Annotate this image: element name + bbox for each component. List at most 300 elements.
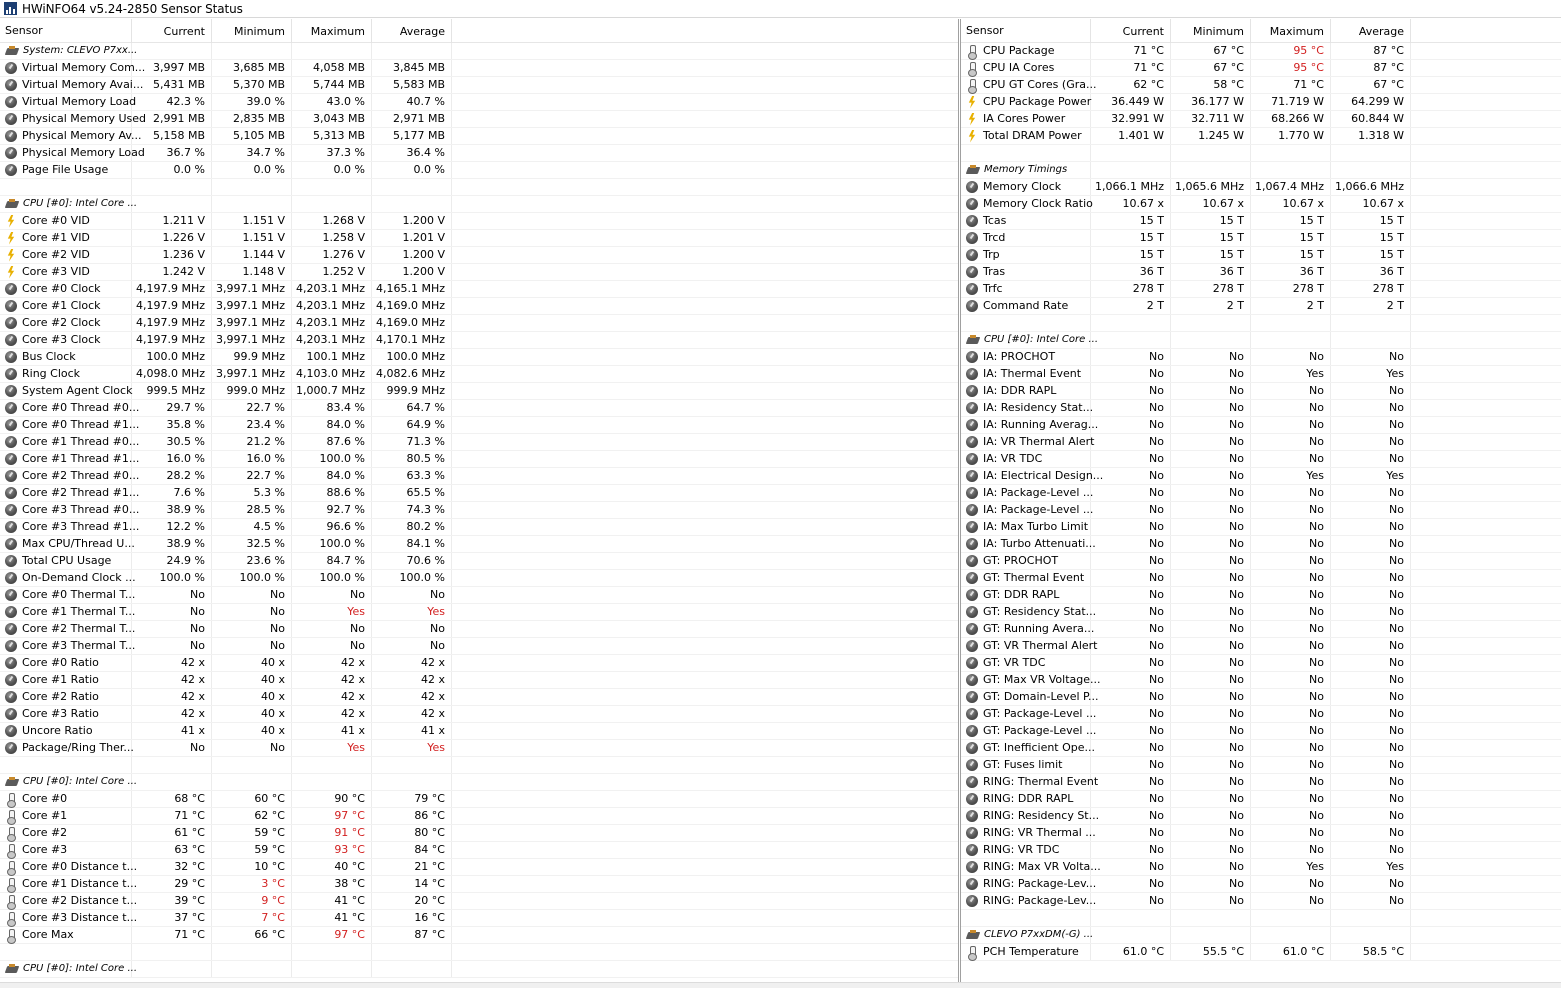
- value-cell-maximum: [1251, 145, 1331, 161]
- value-cell-maximum: No: [1251, 842, 1331, 858]
- value-cell-average: No: [1331, 672, 1411, 688]
- value-cell-minimum: 99.9 MHz: [212, 349, 292, 365]
- gauge-icon: [966, 181, 978, 193]
- value-cell-average: 67 °C: [1331, 77, 1411, 93]
- sensor-row[interactable]: [0, 689, 958, 706]
- gauge-icon: [966, 368, 978, 380]
- gauge-icon: [5, 640, 17, 652]
- column-header-average[interactable]: Average: [372, 19, 452, 43]
- sensor-row[interactable]: [0, 893, 958, 910]
- value-cell-minimum: 40 x: [212, 672, 292, 688]
- value-cell-average: No: [372, 621, 452, 637]
- sensor-row[interactable]: [961, 553, 1561, 570]
- gauge-icon: [966, 861, 978, 873]
- column-header-average[interactable]: Average: [1331, 19, 1411, 43]
- sensor-name-cell: [0, 298, 132, 314]
- sensor-row[interactable]: [961, 604, 1561, 621]
- value-cell-average: 1.200 V: [372, 247, 452, 263]
- value-cell-maximum: No: [1251, 655, 1331, 671]
- value-cell-average: 21 °C: [372, 859, 452, 875]
- sensor-row[interactable]: [961, 655, 1561, 672]
- value-cell-minimum: 1.245 W: [1171, 128, 1251, 144]
- value-cell-average: 10.67 x: [1331, 196, 1411, 212]
- value-cell-maximum: 41 °C: [292, 910, 372, 926]
- value-cell-minimum: 39.0 %: [212, 94, 292, 110]
- sensor-group-header[interactable]: [0, 774, 958, 791]
- sensor-row[interactable]: [0, 570, 958, 587]
- sensor-row[interactable]: [961, 723, 1561, 740]
- value-cell-maximum: 41 x: [292, 723, 372, 739]
- sensor-row[interactable]: [961, 111, 1561, 128]
- value-cell-average: 65.5 %: [372, 485, 452, 501]
- gauge-icon: [5, 725, 17, 737]
- value-cell-minimum: 16.0 %: [212, 451, 292, 467]
- value-cell-maximum: 84.7 %: [292, 553, 372, 569]
- sensor-row[interactable]: [0, 519, 958, 536]
- value-cell-average: No: [1331, 587, 1411, 603]
- sensor-row[interactable]: [0, 808, 958, 825]
- sensor-row[interactable]: [0, 740, 958, 757]
- sensor-name-cell: [0, 400, 140, 416]
- sensor-row[interactable]: [0, 604, 958, 621]
- sensor-name-cell: [0, 264, 132, 280]
- value-cell-current: 63 °C: [132, 842, 212, 858]
- sensor-row[interactable]: [961, 400, 1561, 417]
- sensor-group-header[interactable]: [0, 196, 958, 213]
- sensor-row[interactable]: [0, 553, 958, 570]
- sensor-group-header[interactable]: [961, 332, 1561, 349]
- sensor-name-cell: [961, 162, 1091, 178]
- sensor-row[interactable]: [0, 672, 958, 689]
- sensor-row[interactable]: [961, 213, 1561, 230]
- sensor-row[interactable]: [961, 60, 1561, 77]
- sensor-row[interactable]: [0, 723, 958, 740]
- value-cell-average: No: [1331, 383, 1411, 399]
- sensor-row[interactable]: [961, 264, 1561, 281]
- sensor-name-cell: [961, 383, 1091, 399]
- sensor-row[interactable]: [961, 230, 1561, 247]
- sensor-row[interactable]: [0, 213, 958, 230]
- gauge-icon: [966, 708, 978, 720]
- sensor-name-cell: [0, 740, 132, 756]
- value-cell-minimum: No: [1171, 621, 1251, 637]
- value-cell-average: 4,082.6 MHz: [372, 366, 452, 382]
- sensor-row[interactable]: [0, 706, 958, 723]
- value-cell-average: Yes: [372, 604, 452, 620]
- sensor-name-cell: [961, 502, 1094, 518]
- sensor-row[interactable]: [0, 366, 958, 383]
- sensor-row[interactable]: [961, 740, 1561, 757]
- gauge-icon: [5, 674, 17, 686]
- value-cell-maximum: No: [1251, 757, 1331, 773]
- sensor-row[interactable]: [961, 298, 1561, 315]
- value-cell-minimum: 0.0 %: [212, 162, 292, 178]
- sensor-row[interactable]: [0, 281, 958, 298]
- sensor-label: Core #3 VID: [22, 265, 90, 278]
- sensor-row[interactable]: [961, 587, 1561, 604]
- sensor-row[interactable]: [961, 196, 1561, 213]
- sensor-label: Memory Clock Ratio: [983, 197, 1093, 210]
- value-cell-minimum: [212, 944, 292, 960]
- sensor-row[interactable]: [0, 655, 958, 672]
- value-cell-maximum: 71.719 W: [1251, 94, 1331, 110]
- sensor-row[interactable]: [961, 842, 1561, 859]
- value-cell-current: No: [1091, 808, 1171, 824]
- gauge-icon: [966, 606, 978, 618]
- sensor-row[interactable]: [961, 281, 1561, 298]
- chip-icon: [5, 776, 19, 788]
- sensor-row[interactable]: [961, 706, 1561, 723]
- sensor-name-cell: [961, 179, 1091, 195]
- sensor-label: Core #1 Thread #0...: [22, 435, 140, 448]
- gauge-icon: [5, 147, 17, 159]
- sensor-group-header[interactable]: [0, 961, 958, 978]
- value-cell-current: 16.0 %: [132, 451, 212, 467]
- sensor-group-header[interactable]: [961, 927, 1561, 944]
- value-cell-average: No: [1331, 842, 1411, 858]
- sensor-row[interactable]: [961, 366, 1561, 383]
- sensor-row[interactable]: [0, 383, 958, 400]
- value-cell-maximum: [1251, 332, 1331, 348]
- sensor-row[interactable]: [0, 417, 958, 434]
- value-cell-maximum: No: [1251, 672, 1331, 688]
- value-cell-maximum: 87.6 %: [292, 434, 372, 450]
- value-cell-minimum: 3,997.1 MHz: [212, 332, 292, 348]
- value-cell-average: [372, 179, 452, 195]
- sensor-name-cell: [0, 315, 132, 331]
- sensor-row[interactable]: [961, 689, 1561, 706]
- sensor-row[interactable]: [961, 502, 1561, 519]
- gauge-icon: [5, 572, 17, 584]
- sensor-row[interactable]: [961, 383, 1561, 400]
- sensor-row[interactable]: [0, 94, 958, 111]
- value-cell-minimum: No: [1171, 791, 1251, 807]
- value-cell-maximum: No: [1251, 706, 1331, 722]
- gauge-icon: [966, 402, 978, 414]
- value-cell-maximum: [1251, 162, 1331, 178]
- column-header-current[interactable]: Current: [1091, 19, 1171, 43]
- sensor-label: CPU Package: [983, 44, 1055, 57]
- bolt-icon: [5, 266, 17, 279]
- sensor-row[interactable]: [0, 111, 958, 128]
- value-cell-minimum: No: [1171, 417, 1251, 433]
- sensor-row[interactable]: [961, 876, 1561, 893]
- value-cell-maximum: 41 °C: [292, 893, 372, 909]
- sensor-name-cell: [0, 791, 132, 807]
- sensor-label: Core #0 Clock: [22, 282, 101, 295]
- sensor-row[interactable]: [0, 60, 958, 77]
- sensor-label: Page File Usage: [22, 163, 109, 176]
- sensor-name-cell: [961, 94, 1091, 110]
- value-cell-maximum: No: [1251, 536, 1331, 552]
- value-cell-minimum: 23.6 %: [212, 553, 292, 569]
- value-cell-current: 4,098.0 MHz: [132, 366, 212, 382]
- value-cell-maximum: Yes: [292, 604, 372, 620]
- sensor-table-right[interactable]: [961, 19, 1561, 982]
- sensor-row[interactable]: [961, 417, 1561, 434]
- value-cell-maximum: 15 T: [1251, 213, 1331, 229]
- value-cell-maximum: 84.0 %: [292, 417, 372, 433]
- sensor-row[interactable]: [961, 791, 1561, 808]
- value-cell-maximum: No: [1251, 876, 1331, 892]
- sensor-row[interactable]: [961, 94, 1561, 111]
- value-cell-current: No: [1091, 672, 1171, 688]
- value-cell-minimum: No: [1171, 434, 1251, 450]
- sensor-name-cell: [961, 451, 1091, 467]
- value-cell-current: [132, 774, 212, 790]
- sensor-row[interactable]: [0, 876, 958, 893]
- value-cell-maximum: Yes: [1251, 468, 1331, 484]
- value-cell-current: No: [1091, 774, 1171, 790]
- sensor-label: RING: Thermal Event: [983, 775, 1099, 788]
- value-cell-current: No: [1091, 893, 1171, 909]
- value-cell-maximum: 1.770 W: [1251, 128, 1331, 144]
- sensor-row[interactable]: [961, 944, 1561, 961]
- column-header-current[interactable]: Current: [132, 19, 212, 43]
- sensor-row[interactable]: [0, 502, 958, 519]
- column-header-maximum[interactable]: Maximum: [292, 19, 372, 43]
- sensor-row[interactable]: [961, 519, 1561, 536]
- thermometer-icon: [5, 929, 17, 942]
- sensor-row[interactable]: [961, 468, 1561, 485]
- sensor-row[interactable]: [0, 162, 958, 179]
- sensor-label: GT: Max VR Voltage...: [983, 673, 1101, 686]
- gauge-icon: [5, 657, 17, 669]
- value-cell-minimum: No: [1171, 740, 1251, 756]
- value-cell-current: 100.0 %: [132, 570, 212, 586]
- column-header-minimum[interactable]: Minimum: [1171, 19, 1251, 43]
- value-cell-maximum: 1.252 V: [292, 264, 372, 280]
- sensor-row[interactable]: [961, 434, 1561, 451]
- value-cell-maximum: 92.7 %: [292, 502, 372, 518]
- value-cell-average: 3,845 MB: [372, 60, 452, 76]
- sensor-label: CLEVO P7xxDM(-G) ...: [984, 929, 1094, 940]
- sensor-row[interactable]: [0, 315, 958, 332]
- sensor-name-cell: [0, 213, 132, 229]
- sensor-name-cell: [0, 230, 132, 246]
- sensor-row[interactable]: [961, 77, 1561, 94]
- value-cell-maximum: No: [292, 638, 372, 654]
- sensor-label: IA: Residency Stat...: [983, 401, 1094, 414]
- column-header-maximum[interactable]: Maximum: [1251, 19, 1331, 43]
- sensor-label: IA: Thermal Event: [983, 367, 1082, 380]
- sensor-row[interactable]: [961, 451, 1561, 468]
- sensor-row[interactable]: [0, 247, 958, 264]
- blank-row: [0, 179, 958, 196]
- value-cell-maximum: [292, 757, 372, 773]
- value-cell-minimum: 1.144 V: [212, 247, 292, 263]
- sensor-name-cell: [0, 60, 146, 76]
- value-cell-minimum: No: [212, 638, 292, 654]
- value-cell-maximum: 1.276 V: [292, 247, 372, 263]
- sensor-label: GT: Running Avera...: [983, 622, 1095, 635]
- bolt-icon: [966, 130, 978, 143]
- sensor-row[interactable]: [0, 264, 958, 281]
- sensor-group-header[interactable]: [0, 43, 958, 60]
- value-cell-minimum: No: [1171, 502, 1251, 518]
- value-cell-maximum: Yes: [292, 740, 372, 756]
- value-cell-current: No: [1091, 842, 1171, 858]
- value-cell-maximum: [1251, 910, 1331, 926]
- value-cell-maximum: No: [1251, 621, 1331, 637]
- value-cell-average: [1331, 927, 1411, 943]
- value-cell-maximum: 100.0 %: [292, 570, 372, 586]
- value-cell-maximum: 4,203.1 MHz: [292, 298, 372, 314]
- value-cell-maximum: 88.6 %: [292, 485, 372, 501]
- sensor-label: Ring Clock: [22, 367, 81, 380]
- sensor-group-header[interactable]: [961, 162, 1561, 179]
- sensor-row[interactable]: [0, 128, 958, 145]
- sensor-label: CPU [#0]: Intel Core ...: [23, 198, 137, 209]
- sensor-row[interactable]: [0, 230, 958, 247]
- value-cell-minimum: 55.5 °C: [1171, 944, 1251, 960]
- sensor-name-cell: [0, 196, 137, 212]
- sensor-label: Core #3 Clock: [22, 333, 101, 346]
- sensor-row[interactable]: [961, 774, 1561, 791]
- sensor-label: GT: VR TDC: [983, 656, 1046, 669]
- sensor-row[interactable]: [0, 468, 958, 485]
- sensor-row[interactable]: [0, 927, 958, 944]
- value-cell-average: No: [1331, 723, 1411, 739]
- sensor-label: Physical Memory Used: [22, 112, 147, 125]
- sensor-row[interactable]: [961, 672, 1561, 689]
- value-cell-minimum: 23.4 %: [212, 417, 292, 433]
- value-cell-maximum: 61.0 °C: [1251, 944, 1331, 960]
- value-cell-minimum: 28.5 %: [212, 502, 292, 518]
- sensor-label: Core Max: [22, 928, 74, 941]
- sensor-row[interactable]: [0, 791, 958, 808]
- value-cell-maximum: [1251, 315, 1331, 331]
- column-header-sensor[interactable]: Sensor: [0, 19, 132, 43]
- sensor-name-cell: [0, 621, 136, 637]
- gauge-icon: [5, 521, 17, 533]
- sensor-row[interactable]: [0, 77, 958, 94]
- sensor-row[interactable]: [0, 587, 958, 604]
- value-cell-current: 39 °C: [132, 893, 212, 909]
- value-cell-maximum: 0.0 %: [292, 162, 372, 178]
- value-cell-average: No: [1331, 519, 1411, 535]
- column-header-minimum[interactable]: Minimum: [212, 19, 292, 43]
- sensor-label: Core #3 Thread #0...: [22, 503, 140, 516]
- value-cell-maximum: 42 x: [292, 672, 372, 688]
- sensor-row[interactable]: [961, 859, 1561, 876]
- sensor-row[interactable]: [0, 145, 958, 162]
- value-cell-maximum: 37.3 %: [292, 145, 372, 161]
- value-cell-minimum: No: [1171, 570, 1251, 586]
- sensor-row[interactable]: [961, 43, 1561, 60]
- sensor-label: RING: Package-Lev...: [983, 877, 1097, 890]
- value-cell-average: No: [1331, 570, 1411, 586]
- sensor-row[interactable]: [961, 893, 1561, 910]
- sensor-row[interactable]: [961, 485, 1561, 502]
- sensor-row[interactable]: [961, 621, 1561, 638]
- value-cell-maximum: 97 °C: [292, 808, 372, 824]
- sensor-row[interactable]: [0, 451, 958, 468]
- sensor-table-left[interactable]: [0, 19, 958, 982]
- chip-icon: [5, 963, 19, 975]
- value-cell-current: 2 T: [1091, 298, 1171, 314]
- value-cell-minimum: No: [1171, 536, 1251, 552]
- gauge-icon: [966, 623, 978, 635]
- sensor-name-cell: [961, 60, 1091, 76]
- sensor-row[interactable]: [0, 434, 958, 451]
- value-cell-current: No: [1091, 706, 1171, 722]
- sensor-name-cell: [961, 774, 1099, 790]
- sensor-row[interactable]: [0, 621, 958, 638]
- sensor-label: Core #1 Clock: [22, 299, 101, 312]
- value-cell-minimum: 59 °C: [212, 825, 292, 841]
- gauge-icon: [966, 351, 978, 363]
- sensor-row[interactable]: [961, 179, 1561, 196]
- sensor-name-cell: [0, 655, 132, 671]
- value-cell-average: 86 °C: [372, 808, 452, 824]
- sensor-label: Core #3: [22, 843, 68, 856]
- value-cell-average: 87 °C: [372, 927, 452, 943]
- sensor-row[interactable]: [0, 536, 958, 553]
- sensor-row[interactable]: [961, 757, 1561, 774]
- sensor-row[interactable]: [961, 247, 1561, 264]
- sensor-label: GT: Inefficient Ope...: [983, 741, 1096, 754]
- sensor-name-cell: [961, 298, 1091, 314]
- value-cell-minimum: No: [1171, 587, 1251, 603]
- sensor-row[interactable]: [0, 825, 958, 842]
- sensor-row[interactable]: [961, 638, 1561, 655]
- sensor-row[interactable]: [0, 400, 958, 417]
- sensor-name-cell: [0, 417, 140, 433]
- sensor-row[interactable]: [0, 910, 958, 927]
- sensor-name-cell: [0, 570, 136, 586]
- value-cell-average: Yes: [1331, 859, 1411, 875]
- sensor-name-cell: [0, 723, 132, 739]
- sensor-row[interactable]: [0, 638, 958, 655]
- value-cell-average: No: [1331, 876, 1411, 892]
- sensor-row[interactable]: [0, 332, 958, 349]
- sensor-row[interactable]: [961, 825, 1561, 842]
- sensor-row[interactable]: [0, 485, 958, 502]
- value-cell-minimum: No: [1171, 383, 1251, 399]
- sensor-name-cell: [961, 604, 1097, 620]
- value-cell-average: 1.201 V: [372, 230, 452, 246]
- value-cell-minimum: No: [212, 740, 292, 756]
- sensor-row[interactable]: [961, 349, 1561, 366]
- sensor-label: RING: DDR RAPL: [983, 792, 1074, 805]
- sensor-name-cell: [0, 383, 132, 399]
- column-header-sensor[interactable]: Sensor: [961, 19, 1091, 43]
- sensor-row[interactable]: [961, 128, 1561, 145]
- sensor-row[interactable]: [0, 298, 958, 315]
- value-cell-average: 278 T: [1331, 281, 1411, 297]
- gauge-icon: [966, 385, 978, 397]
- sensor-row[interactable]: [0, 859, 958, 876]
- value-cell-minimum: No: [212, 587, 292, 603]
- value-cell-average: 100.0 %: [372, 570, 452, 586]
- sensor-row[interactable]: [961, 570, 1561, 587]
- value-cell-current: 1.226 V: [132, 230, 212, 246]
- bolt-icon: [5, 249, 17, 262]
- value-cell-maximum: 278 T: [1251, 281, 1331, 297]
- sensor-row[interactable]: [0, 842, 958, 859]
- value-cell-minimum: No: [1171, 638, 1251, 654]
- sensor-row[interactable]: [961, 536, 1561, 553]
- sensor-row[interactable]: [961, 808, 1561, 825]
- value-cell-minimum: 62 °C: [212, 808, 292, 824]
- value-cell-minimum: No: [212, 621, 292, 637]
- sensor-name-cell: [961, 468, 1104, 484]
- thermometer-icon: [5, 844, 17, 857]
- sensor-row[interactable]: [0, 349, 958, 366]
- sensor-name-cell: [0, 638, 136, 654]
- sensor-name-cell: [0, 706, 132, 722]
